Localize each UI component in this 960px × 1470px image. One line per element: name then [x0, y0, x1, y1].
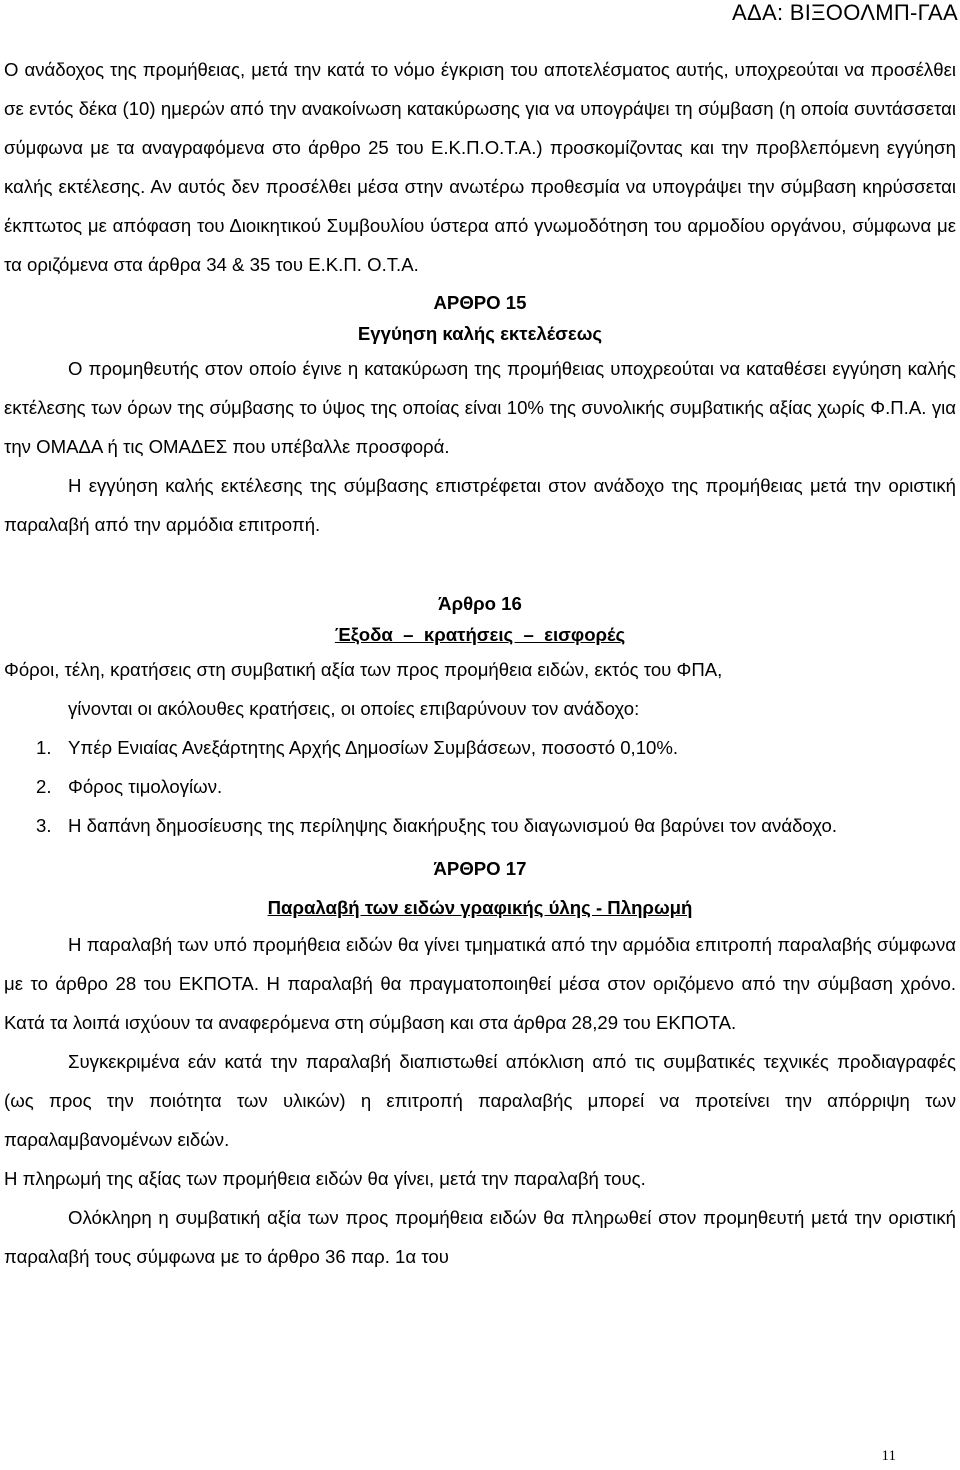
- list-item-number: 3.: [36, 815, 52, 836]
- article-15-paragraph-1: Ο προμηθευτής στον οποίο έγινε η κατακύρωση της προμήθειας υποχρεούται να καταθέσει εγγύηση καλής εκτέλεσης των όρων της σύμβασης το ύψος της οποίας είναι 10% της συνολικής συμβατικής αξίας χωρίς Φ.Π.Α. για την ΟΜΑΔΑ ή τις ΟΜΑΔΕΣ που υπέβαλλε προσφορά.: [4, 358, 956, 457]
- article-17-paragraph-2: Συγκεκριμένα εάν κατά την παραλαβή διαπιστωθεί απόκλιση από τις συμβατικές τεχνικές προδιαγραφές (ως προς την ποιότητα των υλικών) η επιτροπή παραλαβής μπορεί να προτείνει την απόρριψη των παραλαμβανομένων ειδών.: [4, 1051, 956, 1150]
- list-item-text: Φόρος τιμολογίων.: [68, 776, 223, 797]
- list-item-text: Η δαπάνη δημοσίευσης της περίληψης διακήρυξης του διαγωνισμού θα βαρύνει τον ανάδοχο.: [68, 815, 838, 836]
- article-17-paragraph-4: Ολόκληρη η συμβατική αξία των προς προμήθεια ειδών θα πληρωθεί στον προμηθευτή μετά την οριστική παραλαβή τους σύμφωνα με το άρθρο 36 παρ. 1α του: [4, 1207, 956, 1267]
- document-code-header: ΑΔΑ: ΒΙΞΟΟΛΜΠ-ΓΑΑ: [732, 0, 958, 25]
- article-17-paragraph-3: Η πληρωμή της αξίας των προμήθεια ειδών θα γίνει, μετά την παραλαβή τους.: [4, 1168, 646, 1189]
- article-16-number: Άρθρο 16: [438, 593, 522, 614]
- article-15-number: ΑΡΘΡΟ 15: [433, 292, 527, 313]
- article-16-title: Έξοδα – κρατήσεις – εισφορές: [334, 624, 626, 645]
- list-item-number: 1.: [36, 737, 52, 758]
- list-item-text: Υπέρ Ενιαίας Ανεξάρτητης Αρχής Δημοσίων Συμβάσεων, ποσοστό 0,10%.: [68, 737, 679, 758]
- article-17-number: ΆΡΘΡΟ 17: [433, 858, 527, 879]
- intro-paragraph: Ο ανάδοχος της προμήθειας, μετά την κατά το νόμο έγκριση του αποτελέσματος αυτής, υποχρεούται να προσέλθει σε εντός δέκα (10) ημερών από την ανακοίνωση κατακύρωσης για να υπογράψει τη σύμβαση (η οποία συντάσσεται σύμφωνα με τα αναγραφόμενα στο άρθρο 25 του Ε.Κ.Π.Ο.Τ.Α.) προσκομίζοντας και την προβλεπόμενη εγγύηση καλής εκτέλεσης. Αν αυτός δεν προσέλθει μέσα στην ανωτέρω προθεσμία να υπογράψει την σύμβαση κηρύσσεται έκπτωτος με απόφαση του Διοικητικού Συμβουλίου ύστερα από γνωμοδότηση του αρμοδίου οργάνου, σύμφωνα με τα οριζόμενα στα άρθρα 34 & 35 του Ε.Κ.Π. Ο.Τ.Α.: [4, 59, 956, 275]
- page-number: 11: [881, 1448, 896, 1464]
- article-17-title: Παραλαβή των ειδών γραφικής ύλης - Πληρωμή: [267, 897, 693, 918]
- document-page: [4, 50, 956, 1276]
- list-item: [4, 806, 956, 845]
- list-item: [4, 767, 956, 806]
- article-15-title: Εγγύηση καλής εκτελέσεως: [357, 323, 603, 344]
- article-16-paragraph-1: Φόροι, τέλη, κρατήσεις στη συμβατική αξία των προς προμήθεια ειδών, εκτός του ΦΠΑ,: [4, 659, 723, 680]
- list-item-number: 2.: [36, 776, 52, 797]
- article-15-paragraph-2: Η εγγύηση καλής εκτέλεσης της σύμβασης επιστρέφεται στον ανάδοχο της προμήθειας μετά την οριστική παραλαβή από την αρμόδια επιτροπή.: [4, 475, 956, 535]
- article-16-paragraph-1-cont: γίνονται οι ακόλουθες κρατήσεις, οι οποίες επιβαρύνουν τον ανάδοχο:: [68, 698, 640, 719]
- list-item: [4, 728, 956, 767]
- article-17-paragraph-1: Η παραλαβή των υπό προμήθεια ειδών θα γίνει τμηματικά από την αρμόδια επιτροπή παραλαβής σύμφωνα με το άρθρο 28 του ΕΚΠΟΤΑ. Η παραλαβή θα πραγματοποιηθεί μέσα στον οριζόμενο από την σύμβαση χρόνο. Κατά τα λοιπά ισχύουν τα αναφερόμενα στη σύμβαση και στα άρθρα 28,29 του ΕΚΠΟΤΑ.: [4, 934, 956, 1033]
